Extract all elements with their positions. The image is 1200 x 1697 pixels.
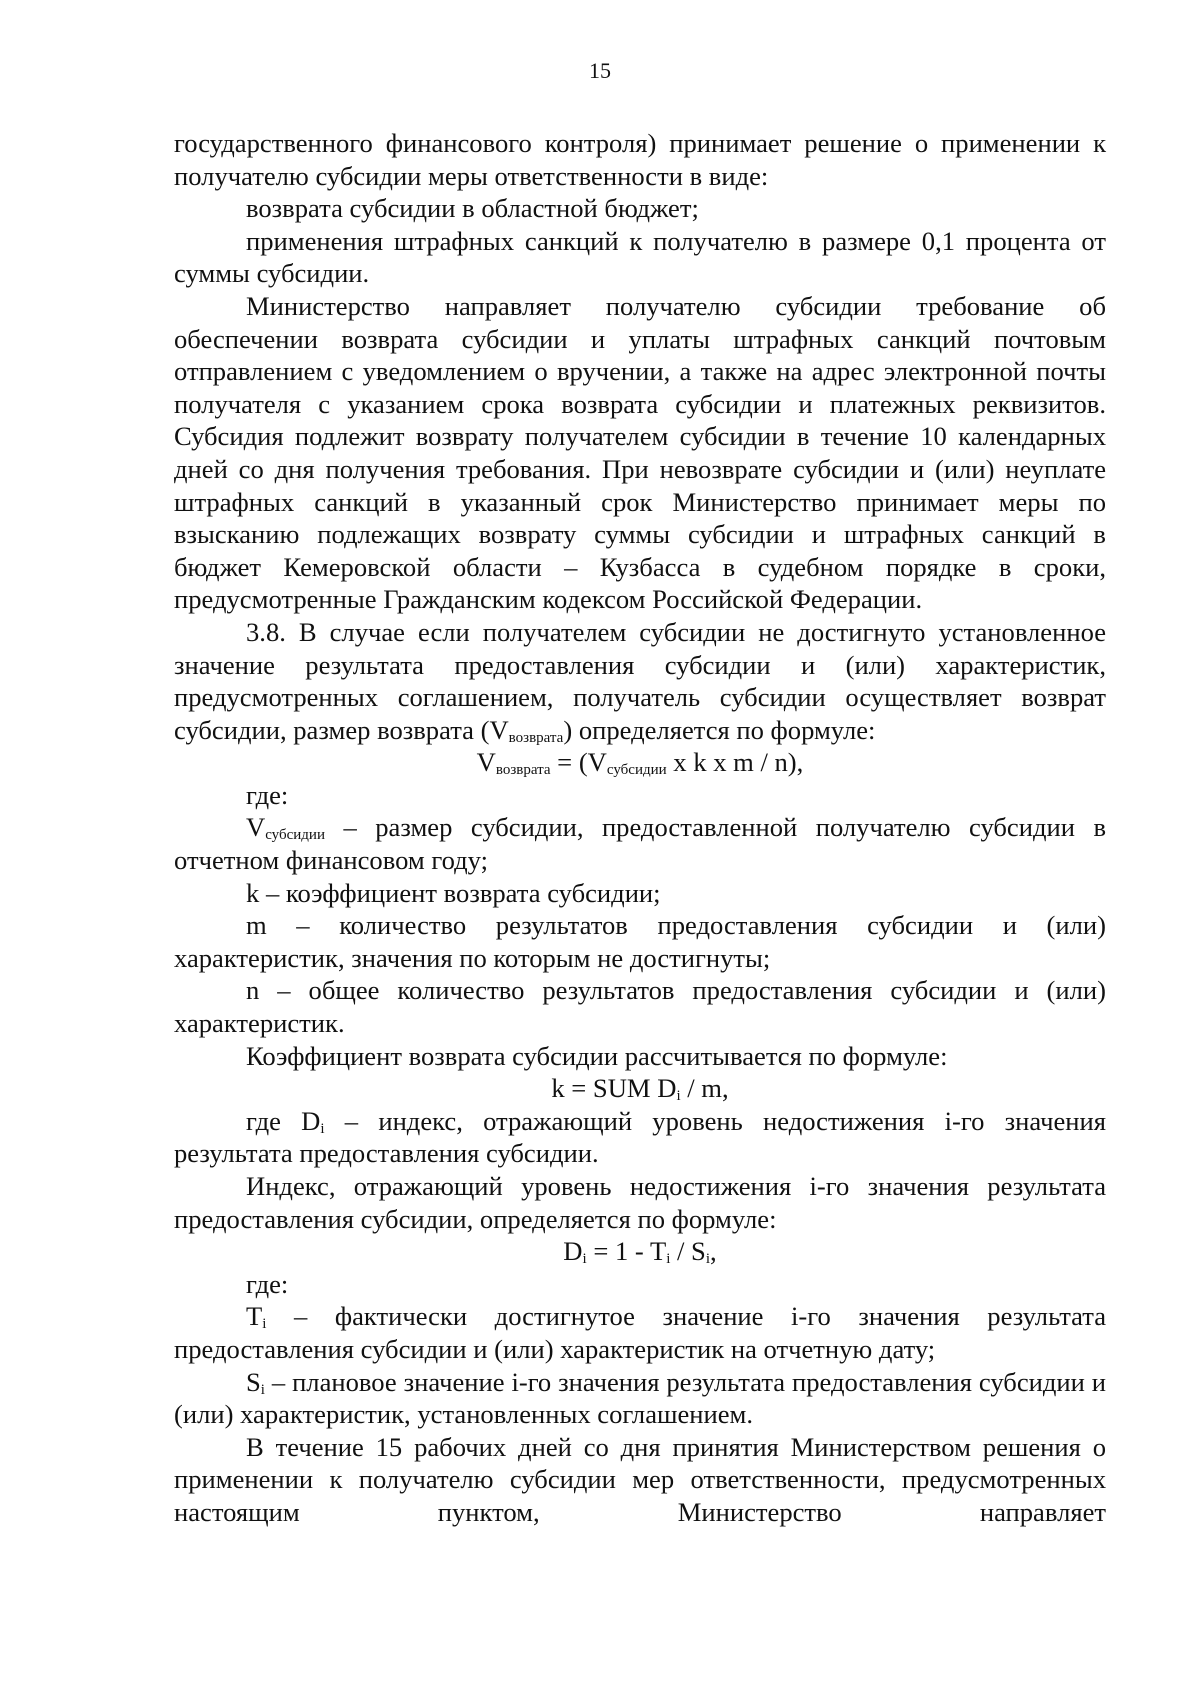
definition-t: $T_i$ – фактически достигнутое значение i-го значения результата предоставления субсидии и (или) характеристик на отчетную дату; — [174, 1301, 1106, 1364]
definition-k: k – коэффициент возврата субсидии; — [246, 877, 661, 908]
coefficient-intro: Коэффициент возврата субсидии рассчитывается по формуле: — [246, 1040, 948, 1071]
where-label-2: где: — [246, 1268, 289, 1299]
paragraph-penalty: применения штрафных санкций к получателю в размере 0,1 процента от суммы субсидии. — [174, 225, 1106, 289]
index-intro: Индекс, отражающий уровень недостижения i-го значения результата предоставления субсидии, определяется по формуле: — [174, 1171, 1106, 1234]
paragraph-return-budget: возврата субсидии в областной бюджет; — [246, 193, 699, 224]
paragraph-final: В течение 15 рабочих дней со дня принятия Министерством решения о применении к получателю субсидии мер ответственности, предусмотренных настоящим пунктом, Министерство направляет — [174, 1431, 1106, 1527]
definition-m: m – количество результатов предоставления субсидии и (или) характеристик, значения по которым не достигнуты; — [174, 910, 1106, 973]
formula-index: $D_i = 1 - T_i / S_i$, — [563, 1236, 717, 1268]
definition-n: n – общее количество результатов предоставления субсидии и (или) характеристик. — [174, 975, 1106, 1039]
paragraph-3-8: 3.8. В случае если получателем субсидии не достигнуто установленное значение результата предоставления субсидии и (или) характеристик, предусмотренных соглашением, получатель субсидии осуществляет возврат субсидии, размер возврата $(V_{возврата})$ определяется по формуле: — [174, 616, 1106, 746]
page-number: 15 — [589, 58, 611, 83]
formula-return-amount: $V_{возврата} = (V_{субсидии}$ x k x m / n), — [476, 747, 804, 779]
definition-s: $S_i$ – плановое значение i-го значения результата предоставления субсидии и (или) характеристик, установленных соглашением. — [174, 1366, 1106, 1430]
formula-coefficient: k = SUM $D_i$ / m, — [551, 1073, 729, 1105]
paragraph-ministry-demand: Министерство направляет получателю субсидии требование об обеспечении возврата субсидии и уплаты штрафных санкций почтовым отправлением с уведомлением о вручении, а также на адрес электронной почты получателя с указанием срока возврата субсидии и платежных реквизитов. Субсидия подлежит возврату получателем субсидии в течение 10 календарных дней со дня получения требования. При невозврате субсидии и (или) неуплате штрафных санкций в указанный срок Министерство принимает меры по взысканию подлежащих возврату суммы субсидии и штрафных санкций в бюджет Кемеровской области – Кузбасса в судебном порядке в сроки, предусмотренные Гражданским кодексом Российской Федерации. — [174, 290, 1106, 615]
definition-v-subsidy: $V_{субсидии}$ – размер субсидии, предоставленной получателю субсидии в отчетном финансовом году; — [174, 812, 1106, 876]
document-body — [174, 127, 1106, 1529]
definition-d: где $D_i$ – индекс, отражающий уровень недостижения i-го значения результата предоставления субсидии. — [174, 1105, 1106, 1169]
where-label-1: где: — [246, 779, 289, 810]
paragraph-continuation: государственного финансового контроля) принимает решение о применении к получателю субсидии меры ответственности в виде: — [174, 128, 1106, 191]
